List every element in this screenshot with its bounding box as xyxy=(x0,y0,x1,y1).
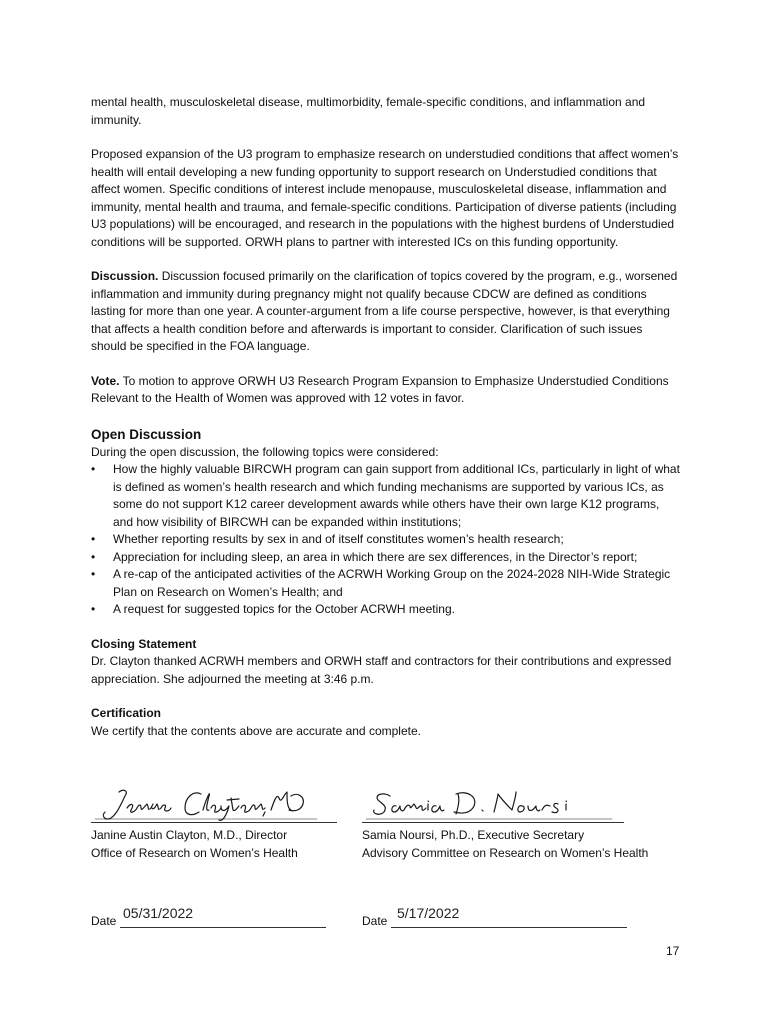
bullet-glyph: • xyxy=(91,462,96,476)
vote-text: To motion to approve ORWH U3 Research Program Expansion to Emphasize Understudied Conditions Relevant to the Health of Women was approved with 12 votes in favor. xyxy=(91,373,669,405)
proposed-expansion-paragraph: Proposed expansion of the U3 program to emphasize research on understudied conditions that affect women’s health will entail developing a new funding opportunity to support research on Understudied conditions that affect women. Specific conditions of interest include menopause, musculoskeletal disease, inflammation and immunity, mental health and trauma, and female-specific conditions. Participation of diverse patients (including U3 populations) will be encouraged, and research in the populations with the highest burdens of Understudied conditions will be supported. ORWH plans to partner with interested ICs on this funding opportunity. xyxy=(91,147,679,249)
vote-label: Vote. xyxy=(91,373,120,388)
signature-line-left xyxy=(91,822,337,823)
open-discussion-intro: During the open discussion, the following topics were considered: xyxy=(91,444,439,459)
signature-left xyxy=(91,786,361,862)
bullet-glyph: • xyxy=(91,567,96,581)
signature-line-right xyxy=(362,822,624,823)
discussion-label: Discussion. xyxy=(91,269,159,283)
signature-clayton-drawing xyxy=(91,786,331,822)
date-value-left: 05/31/2022 xyxy=(123,905,194,921)
signer-right-org: Advisory Committee on Research on Women’s Health xyxy=(362,846,649,860)
vote-paragraph xyxy=(91,373,681,408)
list-item: • A re-cap of the anticipated activities of the ACRWH Working Group on the 2024-2028 NIH-Wide Strategic Plan on Research on Women’s Health; and xyxy=(91,567,671,599)
bullet-glyph: • xyxy=(91,532,96,546)
discussion-text: Discussion focused primarily on the clarification of topics covered by the program, e.g., worsened inflammation and immunity during pregnancy might not qualify because CDCW are defined as conditions lasting for more than one year. A counter-argument from a life course perspective, however, is that everything that affects a health condition before and afterwards is important to consider. Clarification of such issues should be specified in the FOA language. xyxy=(91,269,678,353)
open-discussion-list xyxy=(91,461,681,619)
handwritten-signature-noursi xyxy=(362,786,632,822)
date-value-right: 5/17/2022 xyxy=(397,905,460,921)
discussion-paragraph xyxy=(91,268,681,356)
page-number: 17 xyxy=(666,944,680,958)
intro-tail-paragraph: mental health, musculoskeletal disease, multimorbidity, female-specific conditions, and inflammation and immunity. xyxy=(91,95,646,127)
signer-left-org: Office of Research on Women’s Health xyxy=(91,846,298,860)
date-block xyxy=(91,903,691,933)
signature-right xyxy=(362,786,649,862)
bullet-glyph: • xyxy=(91,602,96,616)
closing-heading: Closing Statement xyxy=(91,636,197,651)
certification-heading: Certification xyxy=(91,706,162,720)
date-line-right xyxy=(391,927,627,928)
list-item: • How the highly valuable BIRCWH program can gain support from additional ICs, particularly in light of what is defined as women’s health research and which funding mechanisms are supported by various ICs, as some do not support K12 career development awards while others have their own large K12 programs, and how visibility of BIRCWH can be expanded within institutions; xyxy=(91,462,680,529)
signature-noursi-drawing xyxy=(362,786,622,822)
list-item: • Whether reporting results by sex in and of itself constitutes women’s health research; xyxy=(91,531,681,549)
signer-right-name: Samia Noursi, Ph.D., Executive Secretary xyxy=(362,828,585,842)
handwritten-signature-clayton xyxy=(91,786,361,822)
list-item: • A request for suggested topics for the October ACRWH meeting. xyxy=(91,601,681,619)
signature-block xyxy=(91,786,691,866)
date-line-left xyxy=(120,927,326,928)
closing-text: Dr. Clayton thanked ACRWH members and ORWH staff and contractors for their contributions and expressed appreciation. She adjourned the meeting at 3:46 p.m. xyxy=(91,654,672,686)
open-discussion-heading: Open Discussion xyxy=(91,426,202,442)
document-body xyxy=(91,94,681,740)
bullet-glyph: • xyxy=(91,549,96,564)
signer-left-name: Janine Austin Clayton, M.D., Director xyxy=(91,828,288,842)
date-label-right: Date xyxy=(362,914,388,928)
certification-text: We certify that the contents above are accurate and complete. xyxy=(91,723,421,738)
date-label-left: Date xyxy=(91,914,117,928)
list-item: • Appreciation for including sleep, an area in which there are sex differences, in the Director’s report; xyxy=(91,549,681,567)
